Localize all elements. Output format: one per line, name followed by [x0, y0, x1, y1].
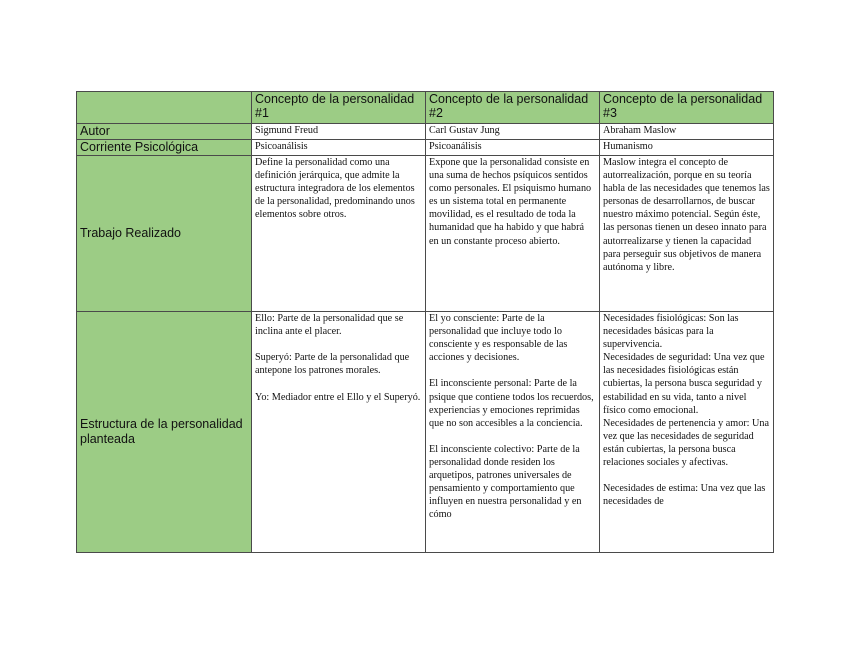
row-label-estructura: Estructura de la personalidad planteada [77, 312, 252, 553]
cell-corriente-3: Humanismo [600, 140, 774, 156]
structure-item: Necesidades de seguridad: Una vez que las necesidades fisiológicas están cubiertas, la persona busca seguridad y estabilidad en su vida, tanto a nivel físico como emocional. [603, 352, 768, 416]
table-row-trabajo [77, 156, 774, 312]
structure-item: Superyó: Parte de la personalidad que antepone los patrones morales. [255, 352, 412, 377]
header-cell-concept-2: Concepto de la personalidad #2 [426, 92, 600, 124]
cell-corriente-2: Psicoanálisis [426, 140, 600, 156]
table-header-row [77, 92, 774, 124]
personality-comparison-table [76, 91, 774, 553]
row-label-autor: Autor [77, 124, 252, 140]
header-cell-concept-1: Concepto de la personalidad #1 [252, 92, 426, 124]
table-row-estructura [77, 312, 774, 553]
structure-item: Yo: Mediador entre el Ello y el Superyó. [255, 391, 421, 403]
row-label-corriente: Corriente Psicológica [77, 140, 252, 156]
cell-estructura-2 [426, 312, 600, 553]
row-label-trabajo: Trabajo Realizado [77, 156, 252, 312]
cell-trabajo-1: Define la personalidad como una definición jerárquica, que admite la estructura integradora de los elementos de la personalidad, predominando unos elementos sobre otros. [252, 156, 426, 312]
structure-item: Ello: Parte de la personalidad que se inclina ante el placer. [255, 313, 406, 338]
cell-estructura-3 [600, 312, 774, 553]
table-row-corriente [77, 140, 774, 156]
cell-autor-2: Carl Gustav Jung [426, 124, 600, 140]
structure-item: Necesidades de estima: Una vez que las necesidades de [603, 483, 768, 508]
cell-autor-3: Abraham Maslow [600, 124, 774, 140]
table-row-autor [77, 124, 774, 140]
header-cell-empty [77, 92, 252, 124]
cell-trabajo-3: Maslow integra el concepto de autorrealización, porque en su teoría habla de las necesidades que tenemos las personas de desarrollarnos, de buscar nuestro máximo potencial. Según éste, las personas tienen un deseo innato para autorrealizarse y tienen la capacidad para perseguir sus objetivos de manera autónoma y libre. [600, 156, 774, 312]
cell-trabajo-2: Expone que la personalidad consiste en una suma de hechos psíquicos sentidos como personales. El psiquismo humano es un sistema total en permanente movilidad, es el resultado de toda la humanidad que ha habido y que habrá en un constante proceso abierto. [426, 156, 600, 312]
header-cell-concept-3: Concepto de la personalidad #3 [600, 92, 774, 124]
structure-item: El inconsciente colectivo: Parte de la personalidad donde residen los arquetipos, patrones universales de pensamiento y comportamiento que influyen en nuestra personalidad y en cómo [429, 443, 585, 521]
cell-corriente-1: Psicoanálisis [252, 140, 426, 156]
structure-item: Necesidades fisiológicas: Son las necesidades básicas para la supervivencia. [603, 313, 742, 351]
structure-item: El inconsciente personal: Parte de la psique que contiene todos los recuerdos, experiencias y emociones reprimidas que no son accesibles a la conciencia. [429, 378, 597, 429]
cell-autor-1: Sigmund Freud [252, 124, 426, 140]
cell-estructura-1 [252, 312, 426, 553]
structure-item: El yo consciente: Parte de la personalidad que incluye todo lo consciente y es responsable de las acciones y decisiones. [429, 313, 570, 364]
structure-item: Necesidades de pertenencia y amor: Una vez que las necesidades de seguridad están cubiertas, la persona busca relaciones sociales y afectivas. [603, 417, 772, 469]
